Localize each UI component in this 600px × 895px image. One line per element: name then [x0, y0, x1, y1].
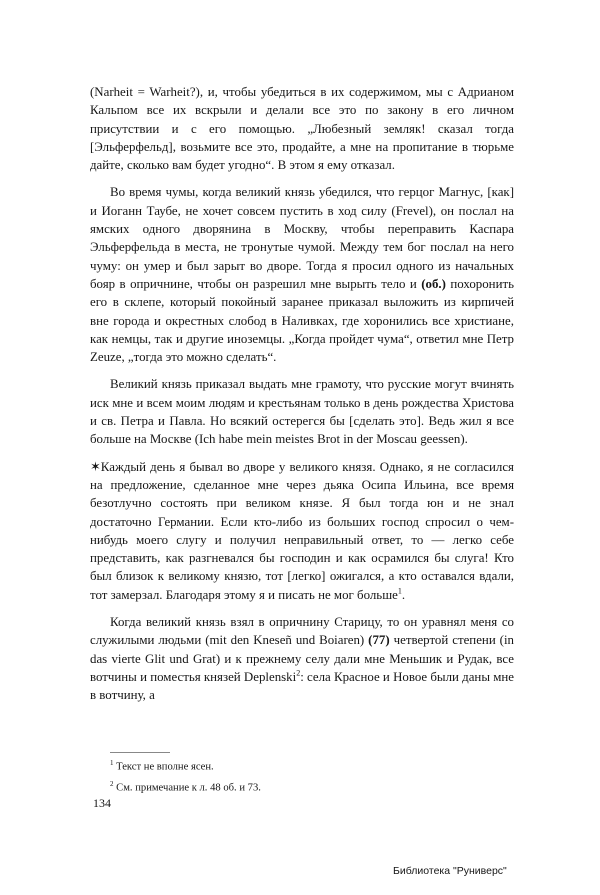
paragraph: [90, 613, 514, 704]
main-text: [90, 83, 514, 705]
text-run: Когда великий князь взял в опричнину Старицу, то он уравнял меня со служилыми людьми (mit den Kneseñ und Boiaren): [90, 615, 514, 648]
library-watermark: Библиотека "Руниверс": [393, 865, 507, 877]
text-run: (Narheit = Warheit?), и, чтобы убедиться в их содержимом, мы с Адрианом Кальпом все их вскрыли и делали все это по закону в его личном присутствии и с его помощью. „Любезный земляк! сказал тогда [Эльферфельд], возьмите все это, продайте, а мне на пропитание в тюрьме дайте, сколько вам будет угодно“. В этом я ему отказал.: [90, 85, 514, 173]
footnote-1: [110, 755, 510, 776]
text-run: четвертой степени (in das vierte Glit und Grat) и к прежнему селу дали мне Меньшик и Рудак, все вотчины и поместья князей Deplenski: [90, 633, 514, 684]
paragraph: [90, 458, 514, 604]
text-run: .: [401, 587, 406, 602]
folio-marker: (об.): [421, 276, 446, 291]
text-run: ✶Каждый день я бывал во дворе у великого князя. Однако, я не согласился на предложение, сделанное мне через дьяка Осипа Ильина, все время безотлучно состоять при великом князе. Я был тогда юн и не знал достаточно Германии. Если кто-либо из больших господ спросил о чем-нибудь моего слугу и получил неправильный ответ, то — легко себе представить, как разгневался бы господин и как осрамился бы слуга! Кто был близок к великому князю, тот [легко] ожигался, а кто оставался вдали, тот замерзал. Благодаря этому я и писать не мог больше: [90, 459, 514, 602]
folio-marker: (77): [368, 633, 390, 648]
footnote-reference: 2: [296, 668, 301, 678]
page-number: 134: [93, 796, 111, 810]
footnote-2: [110, 776, 510, 797]
text-run: : села Красное и Новое были даны мне в вотчину, а: [90, 669, 514, 703]
footnote-rule: [110, 752, 170, 753]
text-run: Великий князь приказал выдать мне грамоту, что русские могут вчинять иск мне и всем моим людям и крестьянам только в день рождества Христова и св. Петра и Павла. Но всякий остерегся бы [сделать это]. Ведь жил я все больше на Москве (Ich habe mein meistes Brot in der Moscau geessen).: [90, 377, 514, 447]
footnote-text: См. примечание к л. 48 об. и 73.: [116, 782, 261, 794]
footnote-text: Текст не вполне ясен.: [116, 761, 214, 773]
footnote-number: 2: [110, 779, 114, 788]
paragraph: [90, 375, 514, 448]
text-run: похоронить его в склепе, который покойный заранее приказал выложить из кирпичей вне города и окрестных слобод в Наливках, где хоронились все христиане, как немцы, так и другие иноземцы. „Когда пройдет чума“, ответил мне Петр Zeuze, „тогда это можно сделать“.: [90, 276, 514, 365]
text-run: Во время чумы, когда великий князь убедился, что герцог Магнус, [как] и Иоганн Таубе, не хочет совсем пустить в ход силу (Frevel), он послал на ямских одного дворянина в Москву, чтобы переправить Каспара Эльферфельда в места, не тронутые чумой. Между тем бог послал на него чуму: он умер и был зарыт во дворе. Тогда я просил одного из начальных бояр в опричнине, чтобы он разрешил мне вырыть тело и: [90, 185, 514, 291]
footnotes: [110, 755, 510, 796]
footnote-reference: 1: [397, 586, 402, 596]
footnote-number: 1: [110, 759, 114, 767]
paragraph: [90, 83, 514, 174]
paragraph: [90, 183, 514, 366]
